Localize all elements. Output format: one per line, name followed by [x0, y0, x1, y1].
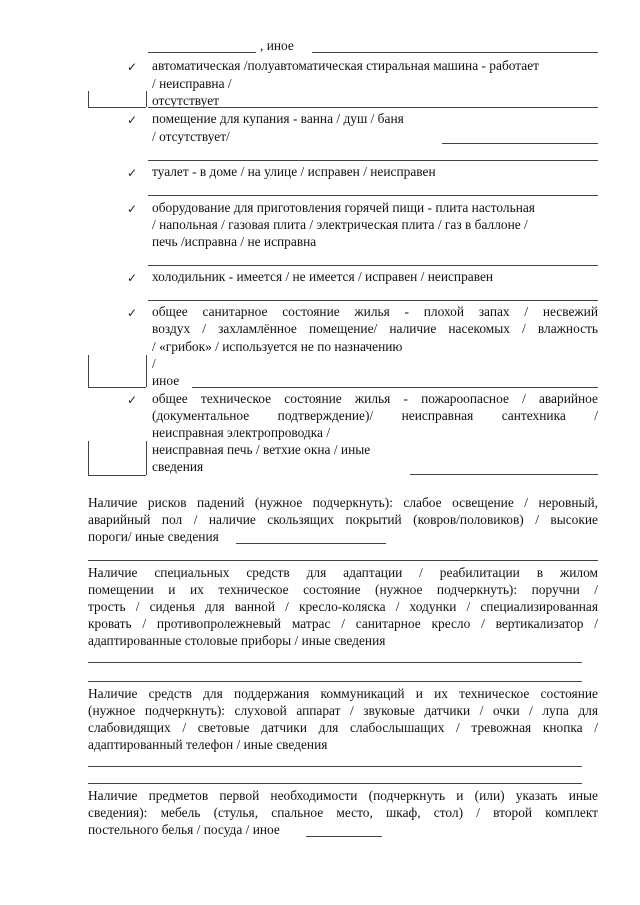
blank-line[interactable] [148, 52, 256, 53]
comm-line-3: слабовидящих / световые датчики для слабослышащих / тревожная кнопка / [88, 720, 598, 735]
field-box-left-border [88, 355, 89, 387]
comm-line-4: адаптированный телефон / иные сведения [88, 737, 328, 752]
checkmark-icon: ✓ [127, 271, 138, 285]
stove-blank-line[interactable] [148, 265, 598, 266]
adapt-blank-line[interactable] [88, 662, 582, 663]
washer-blank-line[interactable] [148, 107, 598, 108]
checkmark-icon: ✓ [127, 60, 138, 74]
comm-line-1: Наличие средств для поддержания коммуникаций и их техническое состояние [88, 686, 598, 701]
field-box-right-border [146, 441, 147, 475]
tech-line-2: (документальное подтверждение)/ неисправная сантехника / [152, 408, 598, 423]
field-box-right-border [146, 355, 147, 387]
needs-line-1: Наличие предметов первой необходимости (подчеркнуть и (или) указать иные [88, 788, 598, 803]
falls-line-3: пороги/ иные сведения [88, 529, 219, 544]
other-blank-line[interactable] [312, 52, 598, 53]
sanitary-line-1: общее санитарное состояние жилья - плохой запах / несвежий [152, 304, 598, 319]
adapt-line-1: Наличие специальных средств для адаптации / реабилитации в жилом [88, 565, 598, 580]
falls-blank-line-2[interactable] [88, 560, 598, 561]
falls-line-2: аварийный пол / наличие скользящих покрытий (ковров/половиков) / высокие [88, 512, 598, 527]
needs-blank-line[interactable] [306, 836, 382, 837]
adapt-line-3: трость / сиденья для ванной / кресло-коляска / ходунки / специализированная [88, 599, 598, 614]
sanitary-other-blank-line[interactable] [192, 387, 598, 388]
field-box-bottom-border [88, 107, 146, 108]
adapt-line-5: адаптированные столовые приборы / иные сведения [88, 633, 386, 648]
field-box-bottom-border [88, 475, 146, 476]
bath-line-2: / отсутствует/ [152, 129, 230, 144]
field-box-left-border [88, 441, 89, 475]
bath-blank-line[interactable] [442, 143, 598, 144]
adapt-line-2: помещении и их техническое состояние (нужное подчеркнуть): поручни / [88, 582, 598, 597]
comm-blank-line-2[interactable] [88, 783, 582, 784]
washer-line-2: / неисправна / [152, 76, 232, 91]
sanitary-line-4: / [152, 356, 156, 371]
comm-line-2: (нужное подчеркнуть): слуховой аппарат / звуковые датчики / очки / лупа для [88, 703, 598, 718]
sanitary-line-3: / «грибок» / используется не по назначению [152, 339, 403, 354]
checkmark-icon: ✓ [127, 202, 138, 216]
needs-line-2: сведения): мебель (стулья, спальное место, шкаф, стол) / второй комплект [88, 805, 598, 820]
tech-blank-line[interactable] [410, 474, 598, 475]
tech-line-4: неисправная печь / ветхие окна / иные [152, 442, 371, 457]
washer-line-3: отсутствует [152, 93, 219, 108]
bath-blank-line-2[interactable] [148, 160, 598, 161]
needs-line-3: постельного белья / посуда / иное [88, 822, 280, 837]
washer-line-1: автоматическая /полуавтоматическая стиральная машина - работает [152, 58, 540, 73]
tech-line-1: общее техническое состояние жилья - пожароопасное / аварийное [152, 391, 598, 406]
field-box-left-border [88, 91, 89, 107]
field-box-right-border [146, 91, 147, 107]
field-box-bottom-border [88, 387, 146, 388]
checkmark-icon: ✓ [127, 393, 138, 407]
stove-line-3: печь /исправна / не исправна [152, 234, 317, 249]
falls-blank-line[interactable] [236, 543, 386, 544]
checkmark-icon: ✓ [127, 166, 138, 180]
fridge-line: холодильник - имеется / не имеется / исправен / неисправен [152, 269, 494, 284]
toilet-line: туалет - в доме / на улице / исправен / неисправен [152, 164, 436, 179]
other-label: , иное [260, 38, 294, 53]
bath-line-1: помещение для купания - ванна / душ / баня [152, 111, 404, 126]
tech-line-5: сведения [152, 459, 204, 474]
falls-line-1: Наличие рисков падений (нужное подчеркнуть): слабое освещение / неровный, [88, 495, 598, 510]
sanitary-line-5: иное [152, 373, 180, 388]
adapt-line-4: кровать / противопролежневый матрас / санитарное кресло / вертикализатор / [88, 616, 598, 631]
comm-blank-line[interactable] [88, 766, 582, 767]
tech-line-3: неисправная электропроводка / [152, 425, 331, 440]
stove-line-2: / напольная / газовая плита / электрическая плита / газ в баллоне / [152, 217, 528, 232]
stove-line-1: оборудование для приготовления горячей пищи - плита настольная [152, 200, 535, 215]
adapt-blank-line-2[interactable] [88, 681, 582, 682]
checkmark-icon: ✓ [127, 306, 138, 320]
sanitary-line-2: воздух / захламлённое помещение/ наличие насекомых / влажность [152, 321, 598, 336]
toilet-blank-line[interactable] [148, 195, 598, 196]
fridge-blank-line[interactable] [148, 300, 598, 301]
checkmark-icon: ✓ [127, 113, 138, 127]
